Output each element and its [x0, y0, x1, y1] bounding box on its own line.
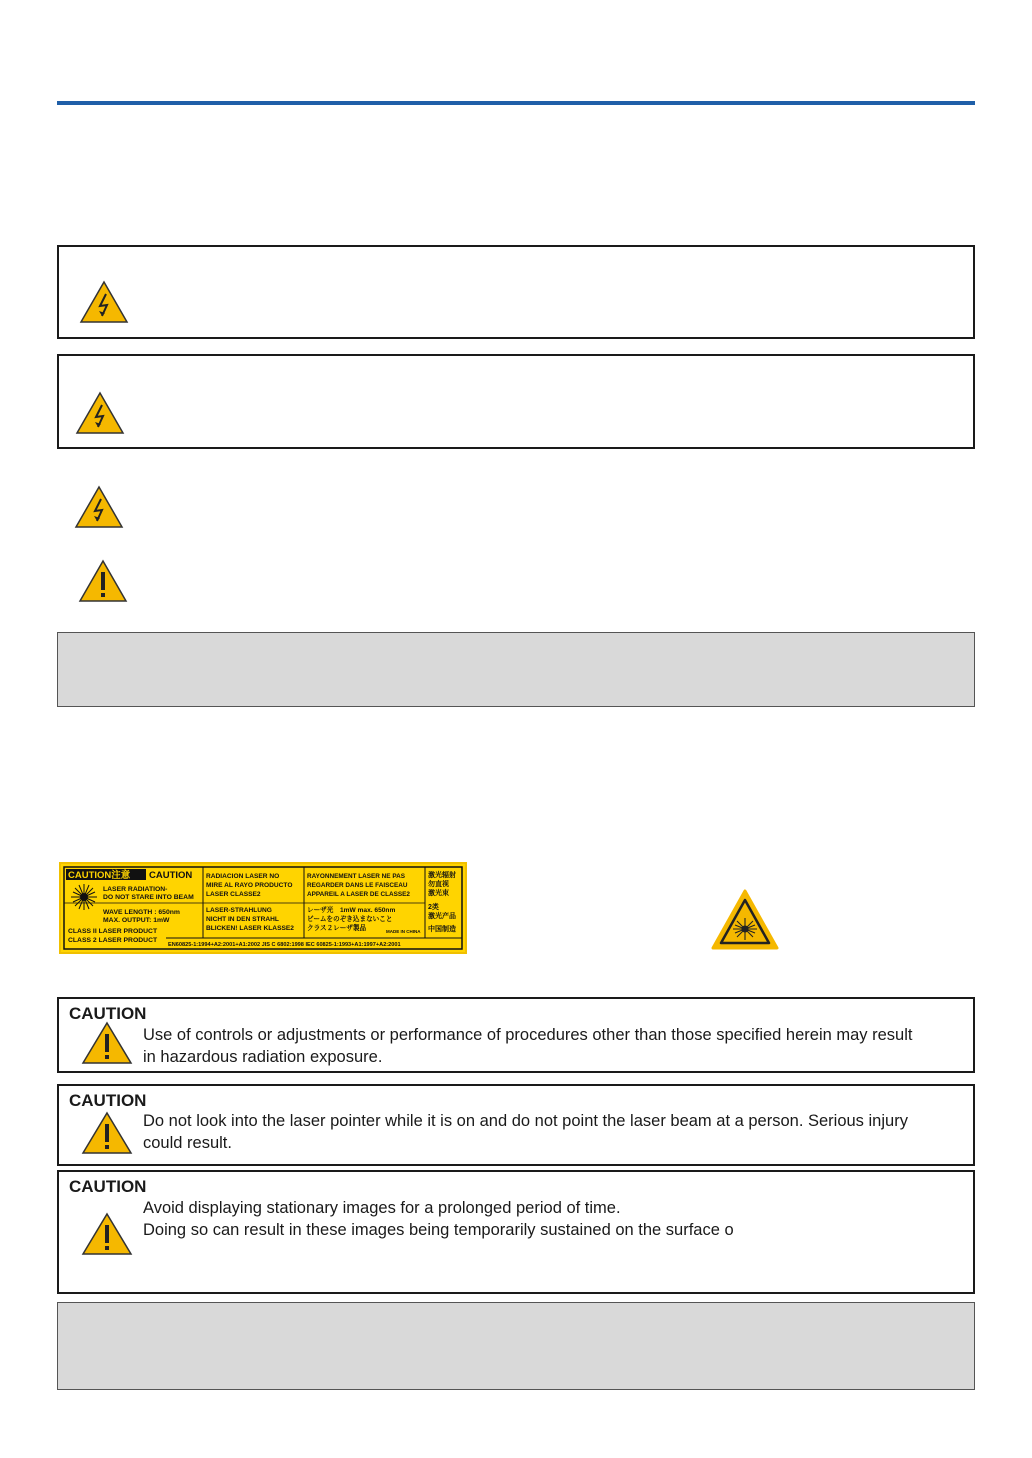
- caution-text: [143, 1197, 965, 1241]
- label-jp-2: ビームをのぞき込まないこと: [307, 916, 393, 923]
- label-wavelength: WAVE LENGTH : 650nm: [103, 909, 180, 916]
- caution-box-stationary-images: [57, 1170, 975, 1294]
- caution-exclamation-icon: [81, 1111, 133, 1155]
- label-de-3: BLICKEN! LASER KLASSE2: [206, 925, 294, 932]
- caution-exclamation-icon: [81, 1021, 133, 1065]
- label-es-1: RADIACION LASER NO: [206, 873, 280, 880]
- label-jp-3: クラス２レーザ製品: [307, 925, 367, 932]
- label-es-2: MIRE AL RAYO PRODUCTO: [206, 882, 293, 889]
- caution-line: could result.: [143, 1134, 232, 1152]
- caution-exclamation-icon: [78, 559, 128, 603]
- label-class-ii: CLASS II LASER PRODUCT: [68, 928, 158, 935]
- label-cn-2: 勿直视: [428, 881, 449, 888]
- label-output: MAX. OUTPUT: 1mW: [103, 917, 170, 924]
- label-cn-3: 激光束: [428, 890, 449, 897]
- caution-line: in hazardous radiation exposure.: [143, 1048, 383, 1066]
- label-cn-5: 激光产品: [428, 913, 456, 920]
- label-cn-6: 中国制造: [428, 926, 456, 933]
- label-de-1: LASER-STRAHLUNG: [206, 907, 272, 914]
- label-de-2: NICHT IN DEN STRAHL: [206, 916, 279, 923]
- label-cn-1: 激光辐射: [428, 872, 456, 879]
- caution-exclamation-icon: [81, 1212, 133, 1256]
- caution-title: CAUTION: [69, 1091, 147, 1110]
- label-header-2: CAUTION: [149, 870, 193, 881]
- caution-text: [143, 1110, 965, 1154]
- caution-box-controls: [57, 997, 975, 1073]
- label-cn-4: 2类: [428, 904, 439, 911]
- caution-title: CAUTION: [69, 1004, 147, 1023]
- laser-starburst-icon: [71, 884, 97, 910]
- warning-box-1: [57, 245, 975, 339]
- label-radiation-line: LASER RADIATION-: [103, 886, 168, 893]
- label-stare-line: DO NOT STARE INTO BEAM: [103, 894, 194, 901]
- caution-title: CAUTION: [69, 1177, 147, 1196]
- label-es-3: LASER CLASSE2: [206, 891, 261, 898]
- label-made-in: MADE IN CHINA: [386, 929, 421, 934]
- note-box-2: [57, 1302, 975, 1390]
- caution-line: Use of controls or adjustments or performance of procedures other than those specified herein may result: [143, 1026, 913, 1044]
- laser-radiation-icon: [711, 889, 779, 951]
- caution-line: Avoid displaying stationary images for a prolonged period of time.: [143, 1199, 621, 1217]
- caution-line: Doing so can result in these images being temporarily sustained on the surface o: [143, 1221, 734, 1239]
- caution-text: [143, 1024, 965, 1068]
- note-box-1: [57, 632, 975, 707]
- label-jp-1: レーザ光 1mW max. 650nm: [307, 907, 396, 914]
- label-fr-1: RAYONNEMENT LASER NE PAS: [307, 873, 406, 880]
- warning-box-2: [57, 354, 975, 449]
- caution-box-laser-pointer: [57, 1084, 975, 1166]
- electric-shock-warning-icon: [75, 391, 125, 435]
- laser-warning-label: [59, 862, 467, 954]
- label-class-2: CLASS 2 LASER PRODUCT: [68, 937, 158, 944]
- label-standards: EN60825-1:1994+A2:2001+A1:2002 JIS C 6802:1998 IEC 60825-1:1993+A1:1997+A2:2001: [168, 942, 401, 948]
- header-rule: [57, 101, 975, 105]
- electric-shock-warning-icon: [74, 485, 124, 529]
- label-fr-3: APPAREIL A LASER DE CLASSE2: [307, 891, 410, 898]
- electric-shock-warning-icon: [79, 280, 129, 324]
- label-fr-2: REGARDER DANS LE FAISCEAU: [307, 882, 408, 889]
- caution-line: Do not look into the laser pointer while it is on and do not point the laser beam at a person. Serious injury: [143, 1112, 908, 1130]
- label-header-1: CAUTION注意: [68, 870, 131, 881]
